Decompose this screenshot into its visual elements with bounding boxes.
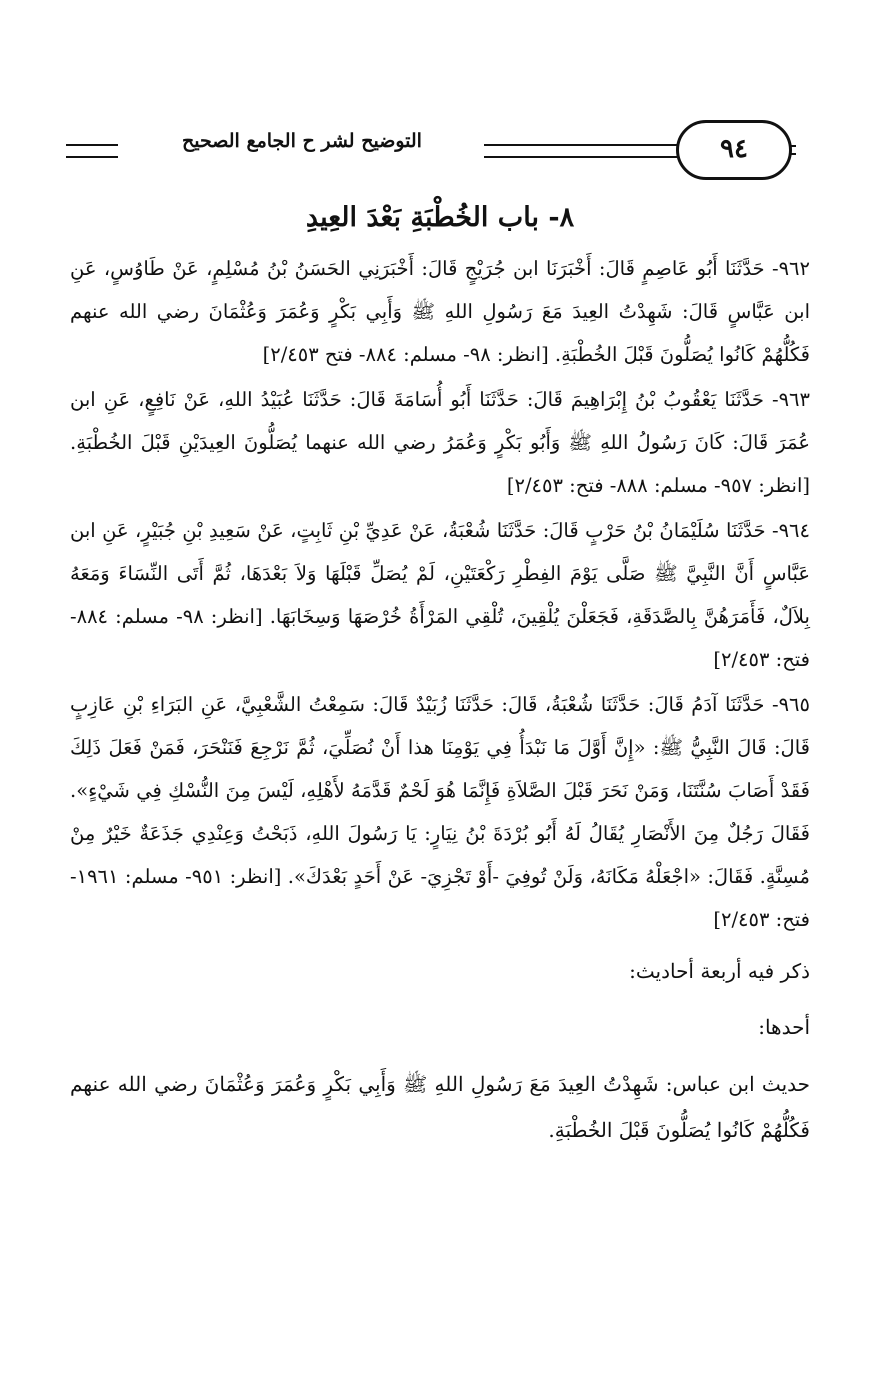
hadith-964: ٩٦٤- حَدَّثَنَا سُلَيْمَانُ بْنُ حَرْبٍ قَالَ: حَدَّثَنَا شُعْبَةُ، عَنْ عَدِيِّ بْنِ ثَابِتٍ، عَنْ سَعِيدِ بْنِ جُبَيْرٍ، عَنِ ابن عَبَّاسٍ أَنَّ النَّبِيَّ ﷺ صَلَّى يَوْمَ الفِطْرِ رَكْعَتَيْنِ، لَمْ يُصَلِّ قَبْلَهَا وَلاَ بَعْدَهَا، ثُمَّ أَتَى النِّسَاءَ وَمَعَهُ بِلاَلٌ، فَأَمَرَهُنَّ بِالصَّدَقَةِ، فَجَعَلْنَ يُلْقِينَ، تُلْقِي المَرْأَةُ خُرْصَهَا وَسِخَابَهَا. [انظر: ٩٨- مسلم: ٨٨٤- فتح: ٢/٤٥٣]: [70, 519, 810, 671]
page-content: [70, 196, 810, 1153]
page-number: ٩٤: [676, 120, 792, 180]
commentary-first-text: حديث ابن عباس: شَهِدْتُ العِيدَ مَعَ رَسُولِ اللهِ ﷺ وَأَبِي بَكْرٍ وَعُمَرَ وَعُثْمَانَ رضي الله عنهم فَكُلُّهُمْ كَانُوا يُصَلُّونَ قَبْلَ الخُطْبَةِ.: [70, 1072, 810, 1142]
running-header: [66, 118, 796, 188]
hadith-962: ٩٦٢- حَدَّثَنَا أَبُو عَاصِمٍ قَالَ: أَخْبَرَنَا ابن جُرَيْجٍ قَالَ: أَخْبَرَنِي الحَسَنُ بْنُ مُسْلِمٍ، عَنْ طَاوُسٍ، عَنِ ابن عَبَّاسٍ قَالَ: شَهِدْتُ العِيدَ مَعَ رَسُولِ اللهِ ﷺ وَأَبِي بَكْرٍ وَعُمَرَ وَعُثْمَانَ رضي الله عنهم فَكُلُّهُمْ كَانُوا يُصَلُّونَ قَبْلَ الخُطْبَةِ. [انظر: ٩٨- مسلم: ٨٨٤- فتح ٢/٤٥٣]: [70, 257, 810, 366]
chapter-title: ٨- باب الخُطْبَةِ بَعْدَ العِيدِ: [305, 202, 575, 233]
commentary-intro: ذكر فيه أربعة أحاديث:: [629, 959, 810, 983]
commentary-first-label: أحدها:: [758, 1015, 810, 1039]
book-title: التوضيح لشر ح الجامع الصحيح: [182, 130, 422, 152]
header-rule-left: [66, 144, 118, 158]
hadith-965: ٩٦٥- حَدَّثَنَا آدَمُ قَالَ: حَدَّثَنَا شُعْبَةُ، قَالَ: حَدَّثَنَا زُبَيْدٌ قَالَ: سَمِعْتُ الشَّعْبِيَّ، عَنِ البَرَاءِ بْنِ عَازِبٍ قَالَ: قَالَ النَّبِيُّ ﷺ: «إِنَّ أَوَّلَ مَا نَبْدَأُ فِي يَوْمِنَا هذا أَنْ نُصَلِّيَ، ثُمَّ نَرْجِعَ فَنَنْحَرَ، فَمَنْ فَعَلَ ذَلِكَ فَقَدْ أَصَابَ سُنَّتَنَا، وَمَنْ نَحَرَ قَبْلَ الصَّلاَةِ فَإِنَّمَا هُوَ لَحْمٌ قَدَّمَهُ لأَهْلِهِ، لَيْسَ مِنَ النُّسْكِ فِي شَيْءٍ». فَقَالَ رَجُلٌ مِنَ الأَنْصَارِ يُقَالُ لَهُ أَبُو بُرْدَةَ بْنُ نِيَارٍ: يَا رَسُولَ اللهِ، ذَبَحْتُ وَعِنْدِي جَذَعَةٌ خَيْرٌ مِنْ مُسِنَّةٍ. فَقَالَ: «اجْعَلْهُ مَكَانَهُ، وَلَنْ تُوفِيَ -أَوْ تَجْزِيَ- عَنْ أَحَدٍ بَعْدَكَ». [انظر: ٩٥١- مسلم: ١٩٦١- فتح: ٢/٤٥٣]: [70, 693, 810, 931]
hadith-963: ٩٦٣- حَدَّثَنَا يَعْقُوبُ بْنُ إِبْرَاهِيمَ قَالَ: حَدَّثَنَا أَبُو أُسَامَةَ قَالَ: حَدَّثَنَا عُبَيْدُ اللهِ، عَنْ نَافِعٍ، عَنِ ابن عُمَرَ قَالَ: كَانَ رَسُولُ اللهِ ﷺ وَأَبُو بَكْرٍ وَعُمَرُ رضي الله عنهما يُصَلُّونَ العِيدَيْنِ قَبْلَ الخُطْبَةِ. [انظر: ٩٥٧- مسلم: ٨٨٨- فتح: ٢/٤٥٣]: [70, 388, 810, 497]
